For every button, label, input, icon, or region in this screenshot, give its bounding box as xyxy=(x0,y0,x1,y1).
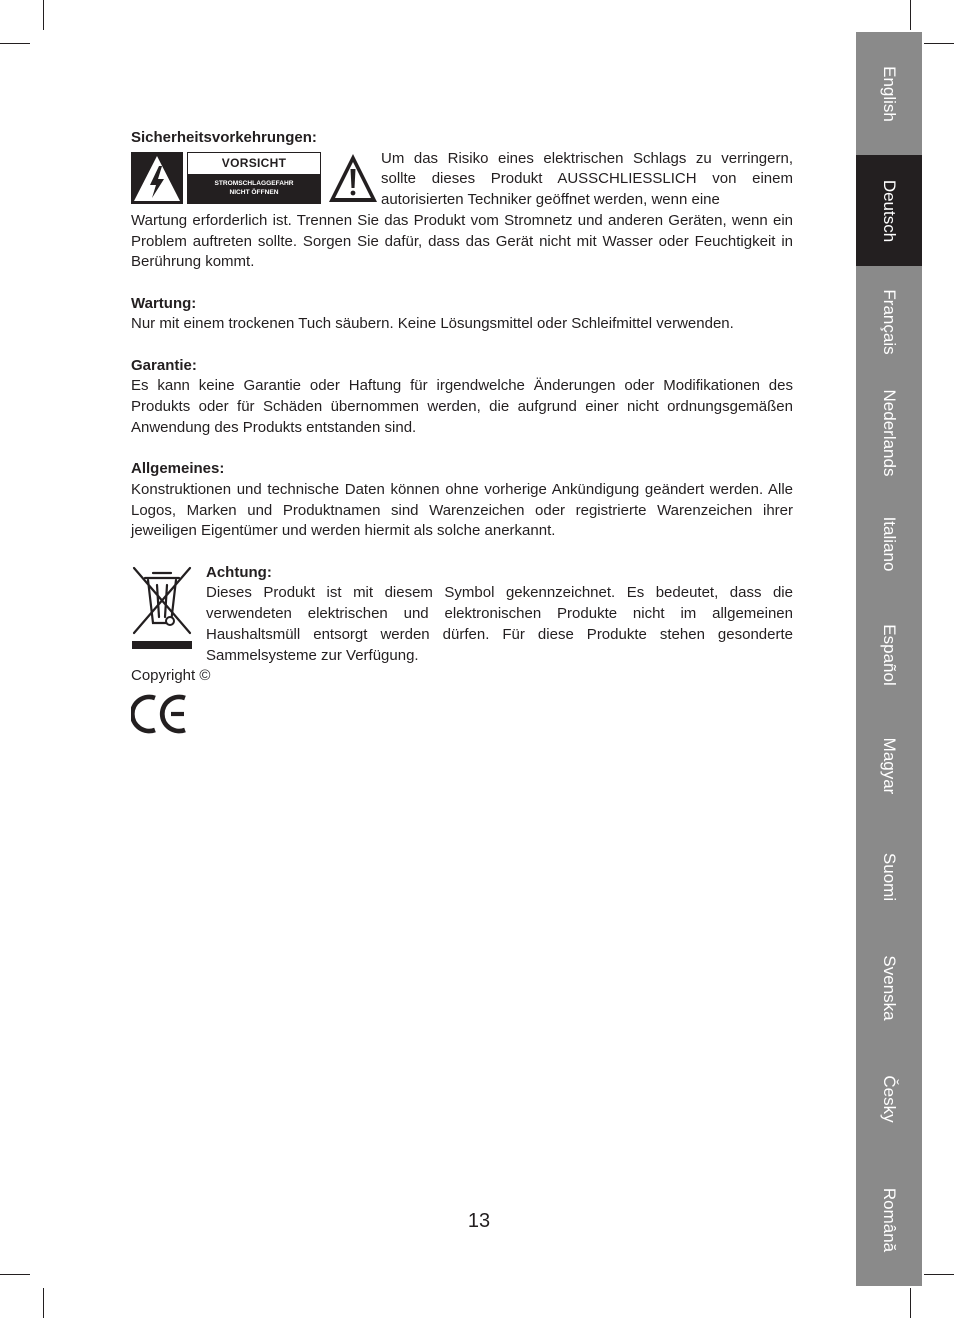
attention-text-block xyxy=(206,563,793,667)
maintenance-text: Nur mit einem trockenen Tuch säubern. Keine Lösungsmittel oder Schleifmittel verwenden. xyxy=(131,315,734,333)
language-tab-romana[interactable] xyxy=(856,1154,922,1286)
language-tab-suomi[interactable] xyxy=(856,821,922,932)
attention-section xyxy=(131,563,793,667)
caution-row xyxy=(131,149,793,211)
general-heading: Allgemeines: xyxy=(131,460,225,478)
attention-heading: Achtung: xyxy=(206,563,272,581)
safety-heading: Sicherheitsvorkehrungen: xyxy=(131,129,317,146)
language-tab-english[interactable] xyxy=(856,32,922,155)
attention-text: Dieses Produkt ist mit diesem Symbol gekennzeichnet. Es bedeutet, dass die verwendeten elektrischen und elektronischen Produkte nicht im allgemeinen Haushaltsmüll entsorgt werden dürfen. Für diese Produkte stehen gesonderte Sammelsysteme zur Verfügung. xyxy=(206,584,793,664)
copyright-notice: Copyright © xyxy=(131,667,211,685)
maintenance-heading: Wartung: xyxy=(131,294,197,312)
caution-warning-text xyxy=(188,174,320,203)
language-tab-label: Italiano xyxy=(880,516,899,571)
language-tab-label: Nederlands xyxy=(880,389,899,476)
language-tab-label: Deutsch xyxy=(880,179,899,242)
electric-shock-warning-icon xyxy=(131,152,183,204)
crop-mark xyxy=(924,1274,954,1275)
warranty-heading: Garantie: xyxy=(131,356,197,374)
maintenance-section xyxy=(131,294,793,335)
crop-mark xyxy=(910,1288,911,1318)
language-tabs xyxy=(856,32,922,1286)
language-tab-label: Română xyxy=(880,1187,899,1253)
caution-line-2: NICHT ÖFFNEN xyxy=(229,188,279,196)
general-text: Konstruktionen und technische Daten können ohne vorherige Ankündigung geändert werden. Alle Logos, Marken und Produktnamen sind Warenzeichen oder registrierte Warenzeichen ihrer jeweiligen Eigentümer und werden hiermit als solche anerkannt. xyxy=(131,480,793,540)
crop-mark xyxy=(910,0,911,30)
general-section xyxy=(131,459,793,542)
weee-crossed-bin-icon xyxy=(131,565,193,653)
page-number: 13 xyxy=(467,1210,491,1232)
caution-graphic xyxy=(131,151,381,203)
language-tab-label: Magyar xyxy=(880,737,899,794)
language-tab-espanol[interactable] xyxy=(856,599,922,710)
warranty-text: Es kann keine Garantie oder Haftung für irgendwelche Änderungen oder Modifikationen des Produkts oder für Schäden übernommen werden, die aufgrund einer nicht ordnungsgemäßen Anwendung des Produkts entstanden sind. xyxy=(131,377,793,436)
caution-label xyxy=(187,152,321,204)
warranty-section xyxy=(131,356,793,439)
language-tab-label: Svenska xyxy=(880,954,899,1021)
page-content xyxy=(131,128,793,735)
ce-mark-icon xyxy=(131,693,189,735)
language-tab-label: Česky xyxy=(880,1074,899,1123)
safety-text-below: Wartung erforderlich ist. Trennen Sie das Produkt vom Stromnetz und anderen Geräten, wenn ein Problem auftreten sollte. Sorgen Sie dafür, dass das Gerät nicht mit Wasser oder Feuchtigkeit in Berührung kommt. xyxy=(131,211,793,271)
caution-line-1: STROMSCHLAGGEFAHR xyxy=(214,179,294,187)
safety-text-right: Um das Risiko eines elektrischen Schlags zu verringern, sollte dieses Produkt AUSSCHLIESSLICH von einem autorisierten Techniker geöffnet werden, wenn eine xyxy=(381,149,793,209)
language-tab-francais[interactable] xyxy=(856,266,922,377)
crop-mark xyxy=(43,1288,44,1318)
language-tab-label: Suomi xyxy=(880,852,899,901)
language-tab-cesky[interactable] xyxy=(856,1043,922,1154)
language-tab-label: English xyxy=(880,65,899,122)
language-tab-deutsch[interactable] xyxy=(856,155,922,266)
crop-mark xyxy=(0,1274,30,1275)
language-tab-label: Français xyxy=(880,288,899,355)
language-tab-nederlands[interactable] xyxy=(856,377,922,488)
crop-mark xyxy=(924,43,954,44)
caution-title: VORSICHT xyxy=(221,155,287,170)
exclamation-warning-icon xyxy=(327,152,379,204)
crop-mark xyxy=(43,0,44,30)
language-tab-italiano[interactable] xyxy=(856,488,922,599)
safety-section xyxy=(131,128,793,273)
language-tab-svenska[interactable] xyxy=(856,932,922,1043)
language-tab-label: Español xyxy=(880,623,899,686)
language-tab-magyar[interactable] xyxy=(856,710,922,821)
crop-mark xyxy=(0,43,30,44)
